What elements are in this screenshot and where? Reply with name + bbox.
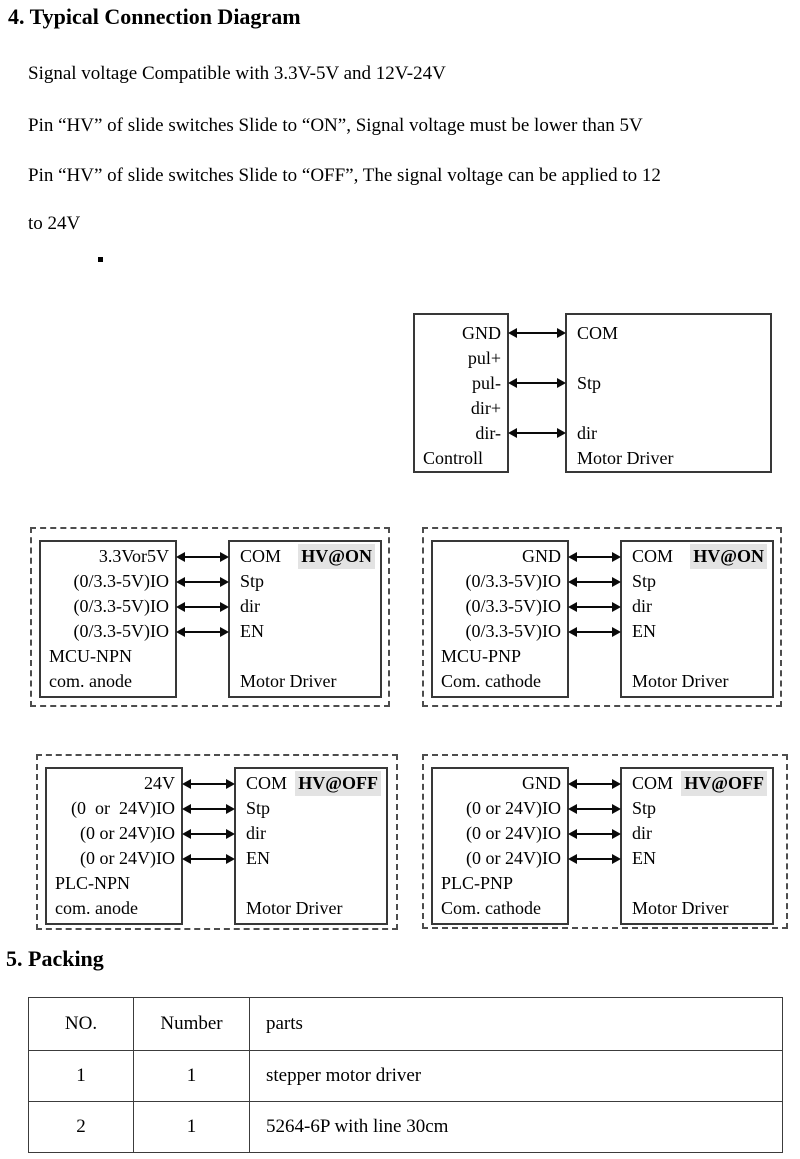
stray-period: [98, 257, 103, 262]
paragraph-hv-on: Pin “HV” of slide switches Slide to “ON”, Signal voltage must be lower than 5V: [28, 115, 643, 136]
bidirectional-arrow-icon: [184, 858, 233, 860]
bidirectional-arrow-icon: [510, 432, 564, 434]
pin-label: (0/3.3-5V)IO: [465, 571, 561, 591]
bidirectional-arrow-icon: [184, 783, 233, 785]
pin-label: (0/3.3-5V)IO: [73, 571, 169, 591]
mcu-npn-panel: [30, 527, 390, 707]
box-caption: Controll: [423, 448, 484, 468]
table-cell: 1: [29, 1051, 134, 1102]
pin-label: dir: [632, 596, 652, 616]
spacer-row: [236, 871, 386, 896]
pin-label: Stp: [240, 571, 265, 591]
spacer-row: [622, 871, 772, 896]
pin-label: EN: [246, 848, 270, 868]
com-row: [622, 544, 772, 569]
pin-label: (0/3.3-5V)IO: [73, 621, 169, 641]
pin-label: pul-: [472, 373, 501, 393]
plc-pnp-source-box: [431, 767, 569, 925]
pin-label: 3.3Vor5V: [98, 546, 169, 566]
table-cell: 1: [134, 1051, 250, 1102]
pin-label: GND: [462, 323, 501, 343]
paragraph-to-24v: to 24V: [28, 213, 81, 234]
controller-box: [413, 313, 509, 473]
hv-badge: HV@ON: [298, 544, 375, 569]
bidirectional-arrow-icon: [178, 631, 227, 633]
pin-label: dir: [246, 823, 266, 843]
mcu-pnp-panel: [422, 527, 782, 707]
box-caption: Motor Driver: [240, 671, 337, 691]
pin-label: EN: [240, 621, 264, 641]
pin-label: (0/3.3-5V)IO: [73, 596, 169, 616]
pin-label: EN: [632, 621, 656, 641]
bidirectional-arrow-icon: [510, 382, 564, 384]
pin-label: COM: [240, 546, 282, 566]
bidirectional-arrow-icon: [570, 631, 619, 633]
pin-label: COM: [577, 323, 619, 343]
paragraph-signal-voltage: Signal voltage Compatible with 3.3V-5V and 12V-24V: [28, 63, 446, 84]
box-caption: MCU-NPN: [49, 646, 133, 666]
pin-label: EN: [632, 848, 656, 868]
bidirectional-arrow-icon: [178, 606, 227, 608]
pin-label: Stp: [632, 798, 657, 818]
box-caption: Motor Driver: [632, 671, 729, 691]
pin-label: COM: [632, 546, 674, 566]
bidirectional-arrow-icon: [178, 556, 227, 558]
pin-label: (0 or 24V)IO: [466, 823, 561, 843]
table-header-row: [29, 998, 783, 1051]
box-caption: Com. cathode: [441, 671, 541, 691]
bidirectional-arrow-icon: [570, 556, 619, 558]
pin-label: 24V: [144, 773, 175, 793]
table-header-cell: parts: [250, 998, 783, 1051]
pin-label: GND: [522, 546, 561, 566]
pin-label: dir+: [470, 398, 501, 418]
plc-npn-panel: [36, 754, 398, 930]
bidirectional-arrow-icon: [184, 833, 233, 835]
table-cell: 1: [134, 1102, 250, 1153]
mcu-npn-source-box: [39, 540, 177, 698]
motor-driver-box: [565, 313, 772, 473]
bidirectional-arrow-icon: [570, 783, 619, 785]
spacer-row: [230, 644, 380, 669]
spacer-row: [567, 396, 770, 421]
motor-driver-box: [620, 540, 774, 698]
box-caption: com. anode: [55, 898, 138, 918]
pin-label: (0/3.3-5V)IO: [465, 621, 561, 641]
pin-label: Stp: [632, 571, 657, 591]
box-caption: com. anode: [49, 671, 132, 691]
paragraph-hv-off: Pin “HV” of slide switches Slide to “OFF”, The signal voltage can be applied to 12: [28, 165, 661, 186]
table-cell: 5264-6P with line 30cm: [250, 1102, 783, 1153]
motor-driver-box: [234, 767, 388, 925]
box-caption: Com. cathode: [441, 898, 541, 918]
hv-badge: HV@OFF: [295, 771, 381, 796]
spacer-row: [622, 644, 772, 669]
bidirectional-arrow-icon: [184, 808, 233, 810]
table-row: [29, 1102, 783, 1153]
pin-label: COM: [246, 773, 288, 793]
pin-label: dir: [240, 596, 260, 616]
pin-label: Stp: [577, 373, 602, 393]
bidirectional-arrow-icon: [178, 581, 227, 583]
motor-driver-box: [620, 767, 774, 925]
pin-label: dir: [632, 823, 652, 843]
pin-label: pul+: [467, 348, 501, 368]
box-caption: Motor Driver: [246, 898, 343, 918]
motor-driver-box: [228, 540, 382, 698]
section-5-heading: 5. Packing: [6, 946, 104, 971]
packing-table: [28, 997, 783, 1153]
box-caption: PLC-NPN: [55, 873, 131, 893]
pin-label: COM: [632, 773, 674, 793]
com-row: [230, 544, 380, 569]
box-caption: Motor Driver: [632, 898, 729, 918]
box-caption: Motor Driver: [577, 448, 674, 468]
box-caption: MCU-PNP: [441, 646, 522, 666]
bidirectional-arrow-icon: [570, 808, 619, 810]
bidirectional-arrow-icon: [570, 581, 619, 583]
pin-label: (0 or 24V)IO: [80, 848, 175, 868]
plc-npn-source-box: [45, 767, 183, 925]
table-row: [29, 1051, 783, 1102]
pin-label: dir-: [475, 423, 501, 443]
pin-label: (0 or 24V)IO: [80, 823, 175, 843]
table-header-cell: NO.: [29, 998, 134, 1051]
com-row: [236, 771, 386, 796]
hv-badge: HV@OFF: [681, 771, 767, 796]
table-header-cell: Number: [134, 998, 250, 1051]
section-4-heading: 4. Typical Connection Diagram: [8, 4, 301, 29]
pin-label: (0 or 24V)IO: [466, 848, 561, 868]
table-cell: 2: [29, 1102, 134, 1153]
pin-label: dir: [577, 423, 597, 443]
hv-badge: HV@ON: [690, 544, 767, 569]
bidirectional-arrow-icon: [510, 332, 564, 334]
mcu-pnp-source-box: [431, 540, 569, 698]
box-caption: PLC-PNP: [441, 873, 514, 893]
spacer-row: [567, 346, 770, 371]
bidirectional-arrow-icon: [570, 858, 619, 860]
bidirectional-arrow-icon: [570, 833, 619, 835]
pin-label: (0 or 24V)IO: [466, 798, 561, 818]
com-row: [622, 771, 772, 796]
plc-pnp-panel: [422, 754, 788, 929]
table-cell: stepper motor driver: [250, 1051, 783, 1102]
pin-label: (0/3.3-5V)IO: [465, 596, 561, 616]
pin-label: GND: [522, 773, 561, 793]
pin-label: Stp: [246, 798, 271, 818]
pin-label: (0 or 24V)IO: [71, 798, 175, 818]
bidirectional-arrow-icon: [570, 606, 619, 608]
